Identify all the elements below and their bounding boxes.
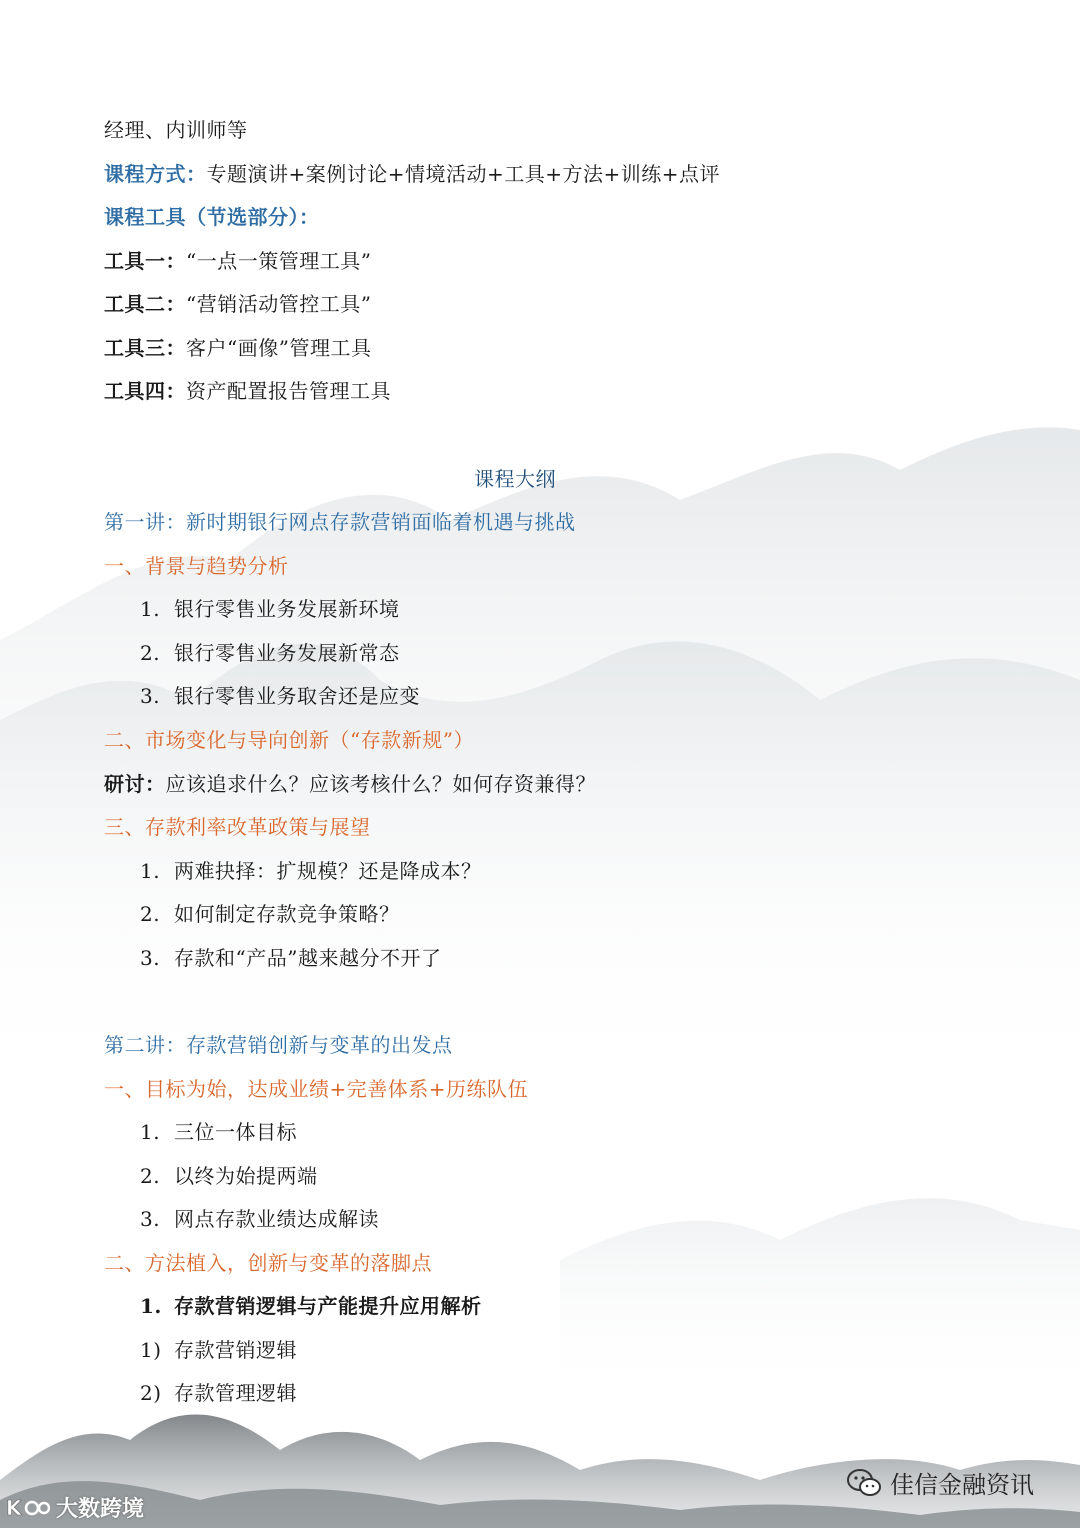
list-item: [140, 900, 400, 928]
tool-2-value: “营销活动管控工具”: [186, 292, 372, 316]
list-item: [140, 1379, 297, 1407]
item-text: 存款营销逻辑: [174, 1338, 297, 1362]
item-number: 2.: [140, 641, 161, 665]
discussion-line: [104, 770, 596, 798]
item-text: 存款营销逻辑与产能提升应用解析: [174, 1294, 482, 1318]
item-number: 1.: [140, 1294, 162, 1318]
audience-tail-text: 经理、内训师等: [104, 118, 248, 142]
lecture-1-section-1-title: 一、背景与趋势分析: [104, 554, 289, 578]
list-item: [140, 595, 400, 623]
lecture-1-title: 第一讲：新时期银行网点存款营销面临着机遇与挑战: [104, 510, 576, 534]
wechat-icon: [846, 1468, 882, 1498]
item-number: 2.: [140, 1164, 161, 1188]
item-number: 1): [140, 1338, 162, 1362]
item-text: 以终为始提两端: [174, 1164, 318, 1188]
tool-3-label: 工具三：: [104, 336, 186, 360]
svg-text:K: K: [6, 1495, 22, 1520]
list-item: [140, 1118, 297, 1146]
item-text: 银行零售业务发展新环境: [174, 597, 400, 621]
lecture-1-section-3-title: 三、存款利率改革政策与展望: [104, 815, 371, 839]
list-item: [140, 1205, 379, 1233]
lecture-2-section-1-title: 一、目标为始，达成业绩+完善体系+历练队伍: [104, 1077, 529, 1101]
item-text: 网点存款业绩达成解读: [174, 1207, 379, 1231]
tool-2-label: 工具二：: [104, 292, 186, 316]
tool-1-line: [104, 247, 371, 275]
tool-1-value: “一点一策管理工具”: [186, 249, 372, 273]
list-item: [140, 682, 420, 710]
list-item: [140, 639, 400, 667]
item-text: 三位一体目标: [174, 1120, 297, 1144]
item-number: 3.: [140, 946, 161, 970]
lecture-2-title: 第二讲：存款营销创新与变革的出发点: [104, 1033, 453, 1057]
item-number: 1.: [140, 1120, 161, 1144]
item-text: 如何制定存款竞争策略？: [174, 902, 400, 926]
item-text: 存款和“产品”越来越分不开了: [174, 946, 442, 970]
item-number: 2): [140, 1381, 162, 1405]
lecture-2-section-2-title: 二、方法植入，创新与变革的落脚点: [104, 1251, 432, 1275]
method-value: 专题演讲+案例讨论+情境活动+工具+方法+训练+点评: [206, 162, 721, 186]
item-number: 3.: [140, 1207, 161, 1231]
item-text: 银行零售业务发展新常态: [174, 641, 400, 665]
tool-1-label: 工具一：: [104, 249, 186, 273]
tools-heading: 课程工具（节选部分）：: [104, 205, 320, 229]
item-text: 存款管理逻辑: [174, 1381, 297, 1405]
list-item: [140, 1336, 297, 1364]
item-number: 1.: [140, 859, 161, 883]
item-number: 1.: [140, 597, 161, 621]
tool-3-value: 客户“画像”管理工具: [186, 336, 372, 360]
tool-4-value: 资产配置报告管理工具: [186, 379, 391, 403]
item-text: 两难抉择：扩规模？还是降成本？: [174, 859, 482, 883]
subsection-title: [140, 1292, 482, 1320]
left-watermark-logo: [6, 1492, 144, 1523]
method-label: 课程方式：: [104, 162, 207, 186]
tool-2-line: [104, 290, 371, 318]
lecture-1-section-2-title: 二、市场变化与导向创新（“存款新规”）: [104, 728, 474, 752]
item-number: 3.: [140, 684, 161, 708]
wechat-account-name: 佳信金融资讯: [890, 1471, 1034, 1499]
discussion-text: 应该追求什么？应该考核什么？如何存资兼得？: [165, 772, 596, 796]
logo-mark-icon: [6, 1495, 50, 1521]
list-item: [140, 944, 441, 972]
tool-3-line: [104, 334, 371, 362]
item-text: 银行零售业务取舍还是应变: [174, 684, 420, 708]
left-watermark-text: 大数跨境: [56, 1497, 145, 1522]
course-method-line: [104, 160, 720, 188]
wechat-account-watermark: [846, 1465, 1034, 1500]
list-item: [140, 857, 482, 885]
item-number: 2.: [140, 902, 161, 926]
tool-4-label: 工具四：: [104, 379, 186, 403]
list-item: [140, 1162, 318, 1190]
tool-4-line: [104, 377, 391, 405]
discussion-label: 研讨：: [104, 772, 166, 796]
outline-title: 课程大纲: [474, 467, 556, 491]
